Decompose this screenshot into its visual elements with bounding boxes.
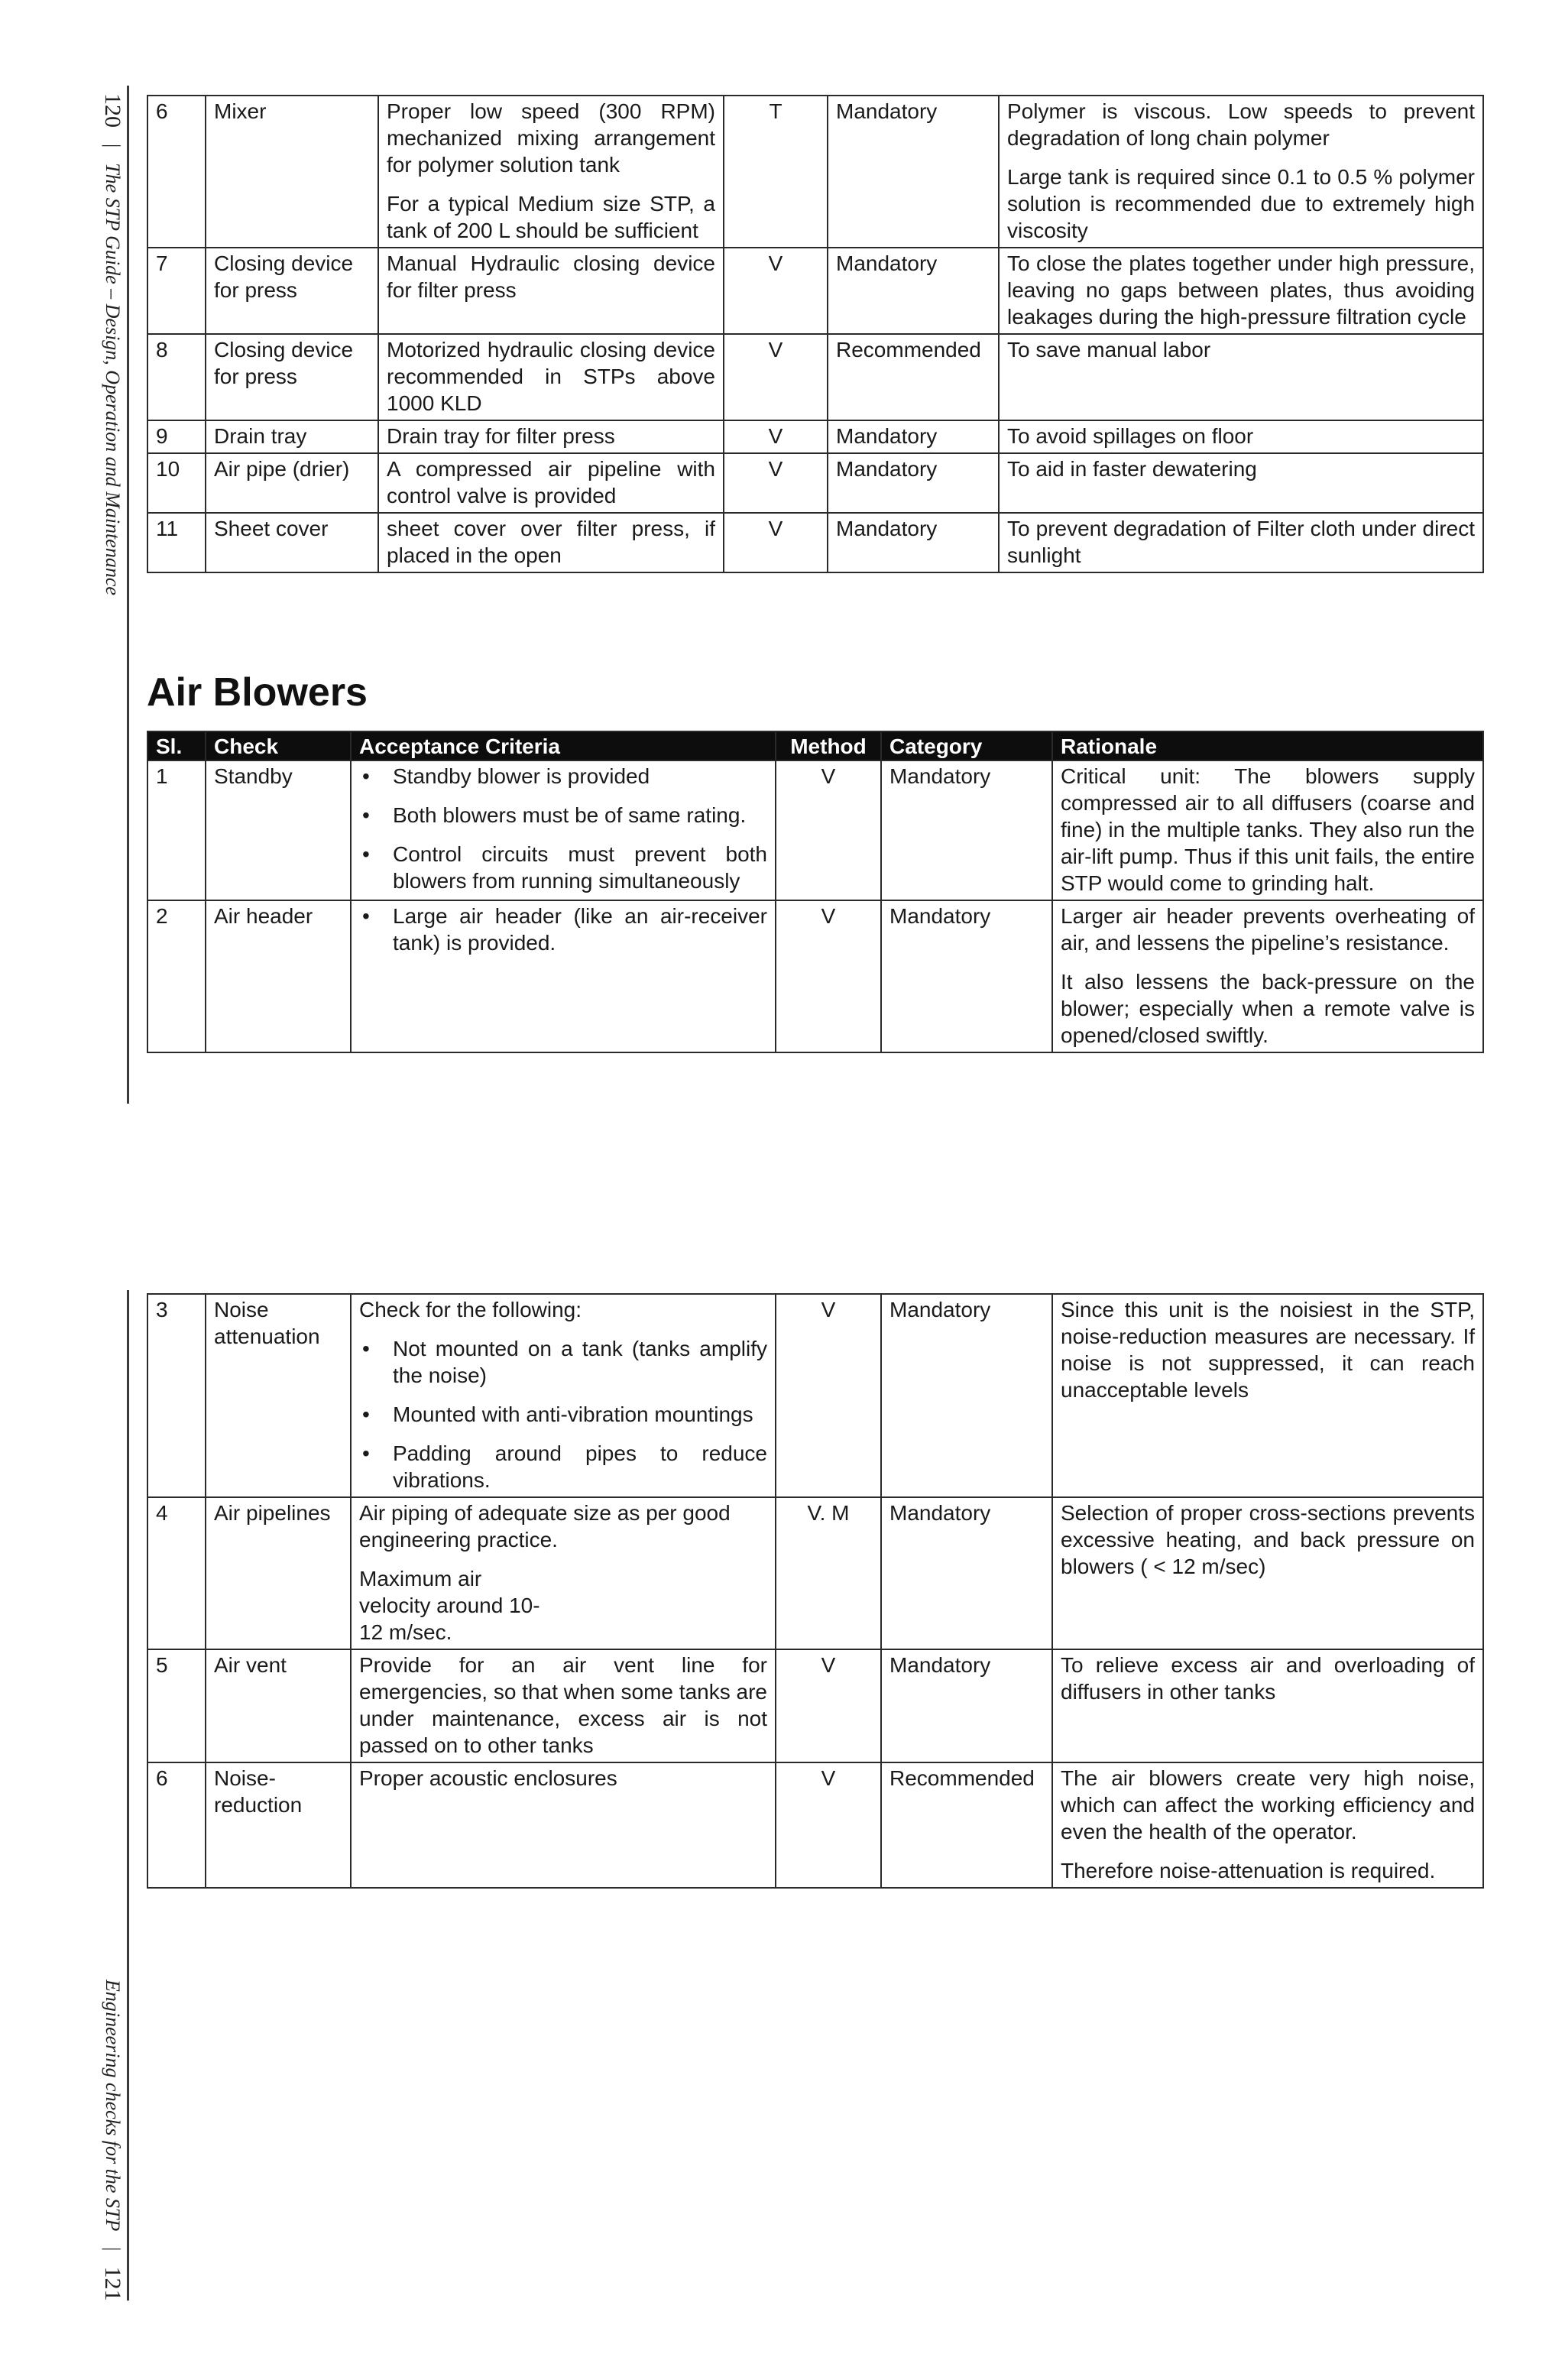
- running-header-bottom: [86, 1980, 125, 2301]
- rationale-text: Therefore noise-attenuation is required.: [1061, 1859, 1436, 1882]
- table-row: [147, 420, 1483, 453]
- running-title-chapter: Engineering checks for the STP: [102, 1980, 124, 2232]
- header-rationale: Rationale: [1052, 731, 1483, 760]
- category-cell: Mandatory: [881, 1649, 1052, 1762]
- header-method: Method: [776, 731, 881, 760]
- criteria-bullet: • Not mounted on a tank (tanks amplify the noise): [359, 1335, 767, 1389]
- criteria-text: For a typical Medium size STP, a tank of 200 L should be sufficient: [387, 192, 715, 242]
- criteria-cell: [351, 1497, 776, 1649]
- margin-rule-top: [127, 86, 129, 1104]
- criteria-cell: Motorized hydraulic closing device recommended in STPs above 1000 KLD: [378, 334, 724, 420]
- rationale-cell: To aid in faster dewatering: [999, 453, 1483, 513]
- rationale-cell: Selection of proper cross-sections prevents excessive heating, and back pressure on blowers ( < 12 m/sec): [1052, 1497, 1483, 1649]
- running-header-top: [86, 93, 125, 595]
- category-cell: Mandatory: [881, 1497, 1052, 1649]
- page-number-121: 121: [100, 2266, 125, 2301]
- method-cell: T: [724, 96, 828, 248]
- section-title-air-blowers: Air Blowers: [147, 670, 368, 715]
- check-cell: Drain tray: [206, 420, 378, 453]
- table-row: [147, 1762, 1483, 1888]
- category-cell: Mandatory: [828, 453, 999, 513]
- table-header-row: [147, 731, 1483, 760]
- method-cell: V: [776, 1762, 881, 1888]
- table-row: [147, 1649, 1483, 1762]
- sl-cell: 7: [147, 248, 206, 334]
- method-cell: V: [724, 248, 828, 334]
- sl-cell: 6: [147, 1762, 206, 1888]
- category-cell: Mandatory: [881, 1294, 1052, 1497]
- table-row: [147, 96, 1483, 248]
- method-cell: V: [724, 513, 828, 572]
- table-row: [147, 513, 1483, 572]
- check-cell: Closing device for press: [206, 248, 378, 334]
- check-cell: Sheet cover: [206, 513, 378, 572]
- sl-cell: 1: [147, 760, 206, 900]
- sl-cell: 6: [147, 96, 206, 248]
- air-blowers-table-continued: [147, 1293, 1484, 1889]
- filter-press-table: [147, 95, 1484, 573]
- rationale-cell: To relieve excess air and overloading of diffusers in other tanks: [1052, 1649, 1483, 1762]
- rationale-cell: [1052, 900, 1483, 1052]
- table-row: [147, 248, 1483, 334]
- header-criteria: Acceptance Criteria: [351, 731, 776, 760]
- table-row: [147, 1294, 1483, 1497]
- rationale-text: Larger air header prevents overheating of air, and lessens the pipeline’s resistance.: [1061, 904, 1475, 955]
- category-cell: Mandatory: [828, 96, 999, 248]
- criteria-cell: [351, 1294, 776, 1497]
- category-cell: Mandatory: [881, 760, 1052, 900]
- margin-rule-bottom: [127, 1290, 129, 2301]
- criteria-cell: [351, 760, 776, 900]
- method-cell: V: [724, 453, 828, 513]
- criteria-text: Maximum air velocity around 10-12 m/sec.: [359, 1567, 540, 1644]
- rationale-cell: To close the plates together under high pressure, leaving no gaps between plates, thus avoiding leakages during the high-pressure filtration cycle: [999, 248, 1483, 334]
- rationale-text: The air blowers create very high noise, which can affect the working efficiency and even the health of the operator.: [1061, 1766, 1475, 1843]
- footer-separator: |: [102, 2246, 124, 2251]
- method-cell: V. M: [776, 1497, 881, 1649]
- header-category: Category: [881, 731, 1052, 760]
- page-number-120: 120: [100, 93, 125, 128]
- category-cell: Mandatory: [828, 513, 999, 572]
- criteria-bullet: • Large air header (like an air-receiver tank) is provided.: [359, 903, 767, 956]
- rationale-cell: Since this unit is the noisiest in the STP, noise-reduction measures are necessary. If noise is not suppressed, it can reach unacceptable levels: [1052, 1294, 1483, 1497]
- criteria-cell: [378, 96, 724, 248]
- rationale-cell: To prevent degradation of Filter cloth under direct sunlight: [999, 513, 1483, 572]
- check-cell: Noise-reduction: [206, 1762, 351, 1888]
- check-cell: Air header: [206, 900, 351, 1052]
- sl-cell: 11: [147, 513, 206, 572]
- criteria-bullet: • Padding around pipes to reduce vibrations.: [359, 1440, 767, 1493]
- check-cell: Air pipe (drier): [206, 453, 378, 513]
- check-cell: Noise attenuation: [206, 1294, 351, 1497]
- sl-cell: 3: [147, 1294, 206, 1497]
- category-cell: Recommended: [881, 1762, 1052, 1888]
- header-check: Check: [206, 731, 351, 760]
- criteria-cell: Manual Hydraulic closing device for filter press: [378, 248, 724, 334]
- sl-cell: 9: [147, 420, 206, 453]
- sl-cell: 10: [147, 453, 206, 513]
- sl-cell: 8: [147, 334, 206, 420]
- criteria-cell: [351, 900, 776, 1052]
- rationale-cell: [999, 96, 1483, 248]
- method-cell: V: [776, 900, 881, 1052]
- check-cell: Closing device for press: [206, 334, 378, 420]
- criteria-bullet: • Both blowers must be of same rating.: [359, 802, 767, 828]
- method-cell: V: [724, 334, 828, 420]
- table-row: [147, 900, 1483, 1052]
- check-cell: Mixer: [206, 96, 378, 248]
- criteria-bullet: • Control circuits must prevent both blowers from running simultaneously: [359, 841, 767, 894]
- rationale-text: Polymer is viscous. Low speeds to prevent degradation of long chain polymer: [1007, 99, 1475, 150]
- table-row: [147, 334, 1483, 420]
- check-cell: Air pipelines: [206, 1497, 351, 1649]
- criteria-cell: Proper acoustic enclosures: [351, 1762, 776, 1888]
- criteria-cell: sheet cover over filter press, if placed in the open: [378, 513, 724, 572]
- category-cell: Mandatory: [881, 900, 1052, 1052]
- rationale-cell: To save manual labor: [999, 334, 1483, 420]
- table-row: [147, 1497, 1483, 1649]
- criteria-cell: A compressed air pipeline with control valve is provided: [378, 453, 724, 513]
- rationale-text: It also lessens the back-pressure on the blower; especially when a remote valve is opened/closed swiftly.: [1061, 970, 1475, 1047]
- sl-cell: 2: [147, 900, 206, 1052]
- criteria-cell: Provide for an air vent line for emergencies, so that when some tanks are under maintenance, excess air is not passed on to other tanks: [351, 1649, 776, 1762]
- sl-cell: 4: [147, 1497, 206, 1649]
- method-cell: V: [724, 420, 828, 453]
- header-sl: Sl.: [147, 731, 206, 760]
- table-row: [147, 453, 1483, 513]
- running-title-book: The STP Guide – Design, Operation and Maintenance: [102, 163, 124, 595]
- category-cell: Recommended: [828, 334, 999, 420]
- rationale-cell: [1052, 1762, 1483, 1888]
- method-cell: V: [776, 760, 881, 900]
- criteria-bullet: • Standby blower is provided: [359, 763, 767, 790]
- category-cell: Mandatory: [828, 248, 999, 334]
- header-separator: |: [102, 143, 124, 148]
- method-cell: V: [776, 1294, 881, 1497]
- table-row: [147, 760, 1483, 900]
- criteria-bullet: • Mounted with anti-vibration mountings: [359, 1401, 767, 1428]
- check-cell: Standby: [206, 760, 351, 900]
- rationale-cell: Critical unit: The blowers supply compressed air to all diffusers (coarse and fine) in the multiple tanks. They also run the air-lift pump. Thus if this unit fails, the entire STP would come to grinding halt.: [1052, 760, 1483, 900]
- rationale-text: Large tank is required since 0.1 to 0.5 % polymer solution is recommended due to extremely high viscosity: [1007, 165, 1475, 242]
- criteria-text: Proper low speed (300 RPM) mechanized mixing arrangement for polymer solution tank: [387, 99, 715, 177]
- rationale-cell: To avoid spillages on floor: [999, 420, 1483, 453]
- sl-cell: 5: [147, 1649, 206, 1762]
- air-blowers-table: [147, 731, 1484, 1053]
- check-cell: Air vent: [206, 1649, 351, 1762]
- method-cell: V: [776, 1649, 881, 1762]
- category-cell: Mandatory: [828, 420, 999, 453]
- criteria-intro: Check for the following:: [359, 1298, 582, 1321]
- criteria-cell: Drain tray for filter press: [378, 420, 724, 453]
- criteria-text: Air piping of adequate size as per good engineering practice.: [359, 1501, 731, 1552]
